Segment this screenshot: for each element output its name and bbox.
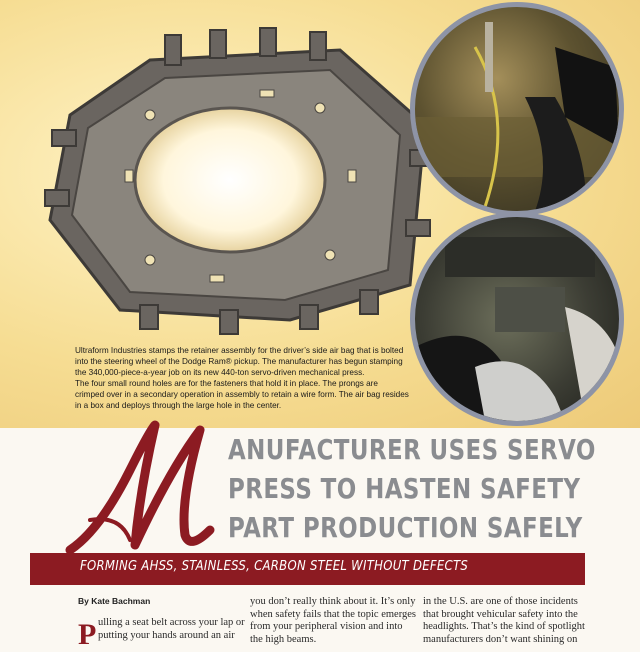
body-column-2: you don’t really think about it. It’s only when safety fails that the topic emerges from your peripheral vision and into the high beams. <box>250 596 417 645</box>
article-headline: ANUFACTURER USES SERVO PRESS TO HASTEN SAFETY PART PRODUCTION SAFELY <box>228 433 596 544</box>
article-subtitle: FORMING AHSS, STAINLESS, CARBON STEEL WITHOUT DEFECTS <box>80 559 469 574</box>
airbag-retainer-image <box>30 20 450 340</box>
body-drop-cap: P <box>78 618 97 651</box>
body-column-1: ulling a seat belt across your lap or putting your hands around an air <box>98 617 245 641</box>
press-operator-photo <box>410 2 624 216</box>
decorative-drop-letter-m <box>60 410 250 560</box>
body-column-3: in the U.S. are one of those incidents that brought vehicular safety into the headlights. That’s the kind of spotlight manufacturers don’t want shining on <box>423 596 585 645</box>
author-byline: By Kate Bachman <box>78 596 151 606</box>
gloved-hands-photo <box>410 212 624 426</box>
photo-caption: Ultraform Industries stamps the retainer assembly for the driver’s side air bag that is bolted into the steering wheel of the Dodge Ram® pickup. The manufacturer has begun stamping the 340,000-piece-a-year job on its new 440-ton servo-driven mechanical press. The four small round holes are for the fasteners that hold it in place. The prongs are crimped over in a secondary operation in assembly to retain a wire form. The air bag resides in a box and deploys through the large hole in the center. <box>75 346 409 410</box>
